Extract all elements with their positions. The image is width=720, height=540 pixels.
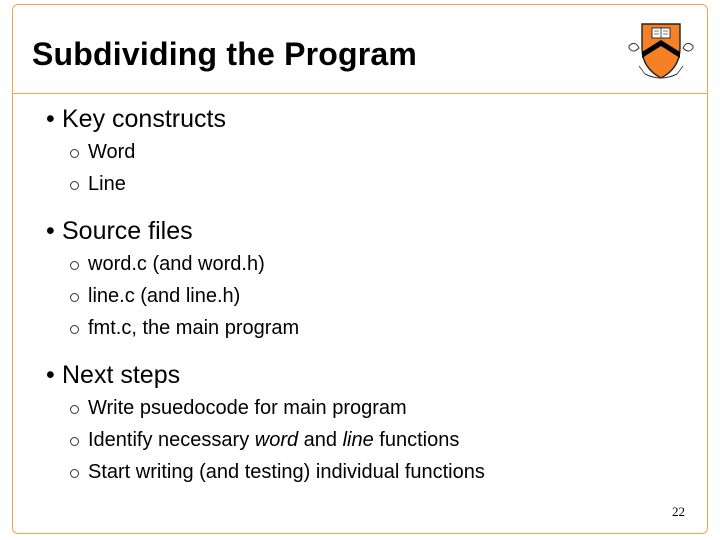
- bullet-heading: [46, 102, 686, 136]
- sub-bullet-text: word.c (and word.h): [88, 253, 265, 275]
- slide-title: Subdividing the Program: [32, 36, 418, 72]
- sub-bullet-text: Write psuedocode for main program: [88, 397, 407, 419]
- sub-bullet: [70, 424, 686, 456]
- ring-bullet-icon: [70, 469, 79, 478]
- bullet-dot-icon: •: [46, 105, 55, 133]
- sub-bullet: [70, 312, 686, 344]
- bullet-dot-icon: •: [46, 217, 55, 245]
- page-number: 22: [672, 504, 685, 519]
- bullet-heading: [46, 358, 686, 392]
- bullet-dot-icon: •: [46, 361, 55, 389]
- bullet-group: [46, 214, 686, 344]
- bullet-group: [46, 102, 686, 200]
- ring-bullet-icon: [70, 325, 79, 334]
- sub-bullet-text: Identify necessary word and line functions: [88, 429, 460, 451]
- ring-bullet-icon: [70, 181, 79, 190]
- sub-bullet-text: Line: [88, 173, 126, 195]
- sub-bullet: [70, 280, 686, 312]
- sub-bullet: [70, 248, 686, 280]
- sub-bullet-text: Start writing (and testing) individual functions: [88, 461, 485, 483]
- university-shield-logo: [625, 18, 697, 84]
- bullet-heading-text: Next steps: [62, 361, 181, 389]
- ring-bullet-icon: [70, 405, 79, 414]
- sub-bullet: [70, 392, 686, 424]
- ring-bullet-icon: [70, 437, 79, 446]
- title-divider: [12, 93, 708, 94]
- sub-bullet: [70, 136, 686, 168]
- sub-bullet: [70, 456, 686, 488]
- bullet-group: [46, 358, 686, 488]
- sub-bullet-text: line.c (and line.h): [88, 285, 241, 307]
- ring-bullet-icon: [70, 149, 79, 158]
- bullet-heading: [46, 214, 686, 248]
- sub-bullet-text: fmt.c, the main program: [88, 317, 300, 339]
- sub-bullet: [70, 168, 686, 200]
- bullet-list: [46, 102, 686, 502]
- bullet-heading-text: Source files: [62, 217, 193, 245]
- ring-bullet-icon: [70, 261, 79, 270]
- sub-bullet-text: Word: [88, 141, 136, 163]
- bullet-heading-text: Key constructs: [62, 105, 226, 133]
- ring-bullet-icon: [70, 293, 79, 302]
